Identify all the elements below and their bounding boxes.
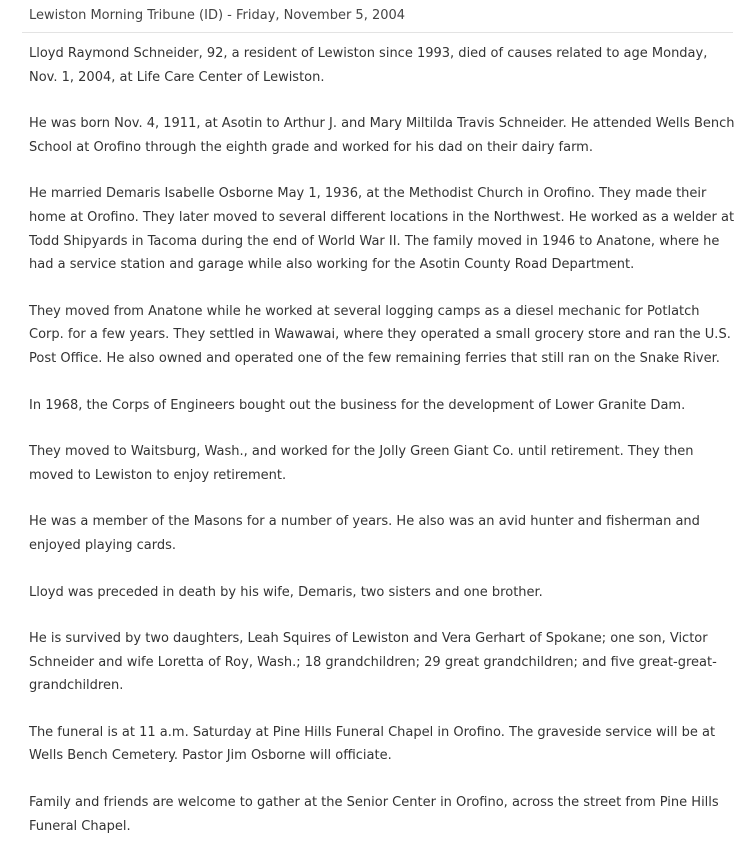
paragraph-preceded: Lloyd was preceded in death by his wife, Demaris, two sisters and one brother.	[29, 584, 543, 600]
header-divider	[22, 32, 733, 33]
paragraph-waitsburg: They moved to Waitsburg, Wash., and worked for the Jolly Green Giant Co. until retirement. They then moved to Lewiston to enjoy retirement.	[29, 444, 694, 483]
paragraph-masons: He was a member of the Masons for a number of years. He also was an avid hunter and fisherman and enjoyed playing cards.	[29, 514, 700, 553]
paragraph-corps-of-engineers: In 1968, the Corps of Engineers bought out the business for the development of Lower Granite Dam.	[29, 397, 686, 413]
paragraph-birth: He was born Nov. 4, 1911, at Asotin to Arthur J. and Mary Miltilda Travis Schneider. He attended Wells Bench School at Orofino through the eighth grade and worked for his dad on their dairy farm.	[29, 116, 735, 155]
source-header: Lewiston Morning Tribune (ID) - Friday, November 5, 2004	[29, 8, 406, 23]
paragraph-death-notice: Lloyd Raymond Schneider, 92, a resident of Lewiston since 1993, died of causes related to age Monday, Nov. 1, 2004, at Life Care Center of Lewiston.	[29, 46, 708, 85]
obituary-body	[29, 42, 735, 861]
paragraph-wawawai: They moved from Anatone while he worked at several logging camps as a diesel mechanic for Potlatch Corp. for a few years. They settled in Wawawai, where they operated a small grocery store and ran the U.S. Post Office. He also owned and operated one of the few remaining ferries that still ran on the Snake River.	[29, 303, 731, 366]
paragraph-marriage: He married Demaris Isabelle Osborne May 1, 1936, at the Methodist Church in Orofino. They made their home at Orofino. They later moved to several different locations in the Northwest. He worked as a welder at Todd Shipyards in Tacoma during the end of World War II. The family moved in 1946 to Anatone, where he had a service station and garage while also working for the Asotin County Road Department.	[29, 186, 735, 273]
paragraph-funeral: The funeral is at 11 a.m. Saturday at Pine Hills Funeral Chapel in Orofino. The graveside service will be at Wells Bench Cemetery. Pastor Jim Osborne will officiate.	[29, 724, 716, 764]
paragraph-gathering: Family and friends are welcome to gather at the Senior Center in Orofino, across the street from Pine Hills Funeral Chapel.	[29, 795, 719, 834]
paragraph-survivors: He is survived by two daughters, Leah Squires of Lewiston and Vera Gerhart of Spokane; one son, Victor Schneider and wife Loretta of Roy, Wash.; 18 grandchildren; 29 great grandchildren; and five great-great-grandchildren.	[29, 631, 717, 694]
